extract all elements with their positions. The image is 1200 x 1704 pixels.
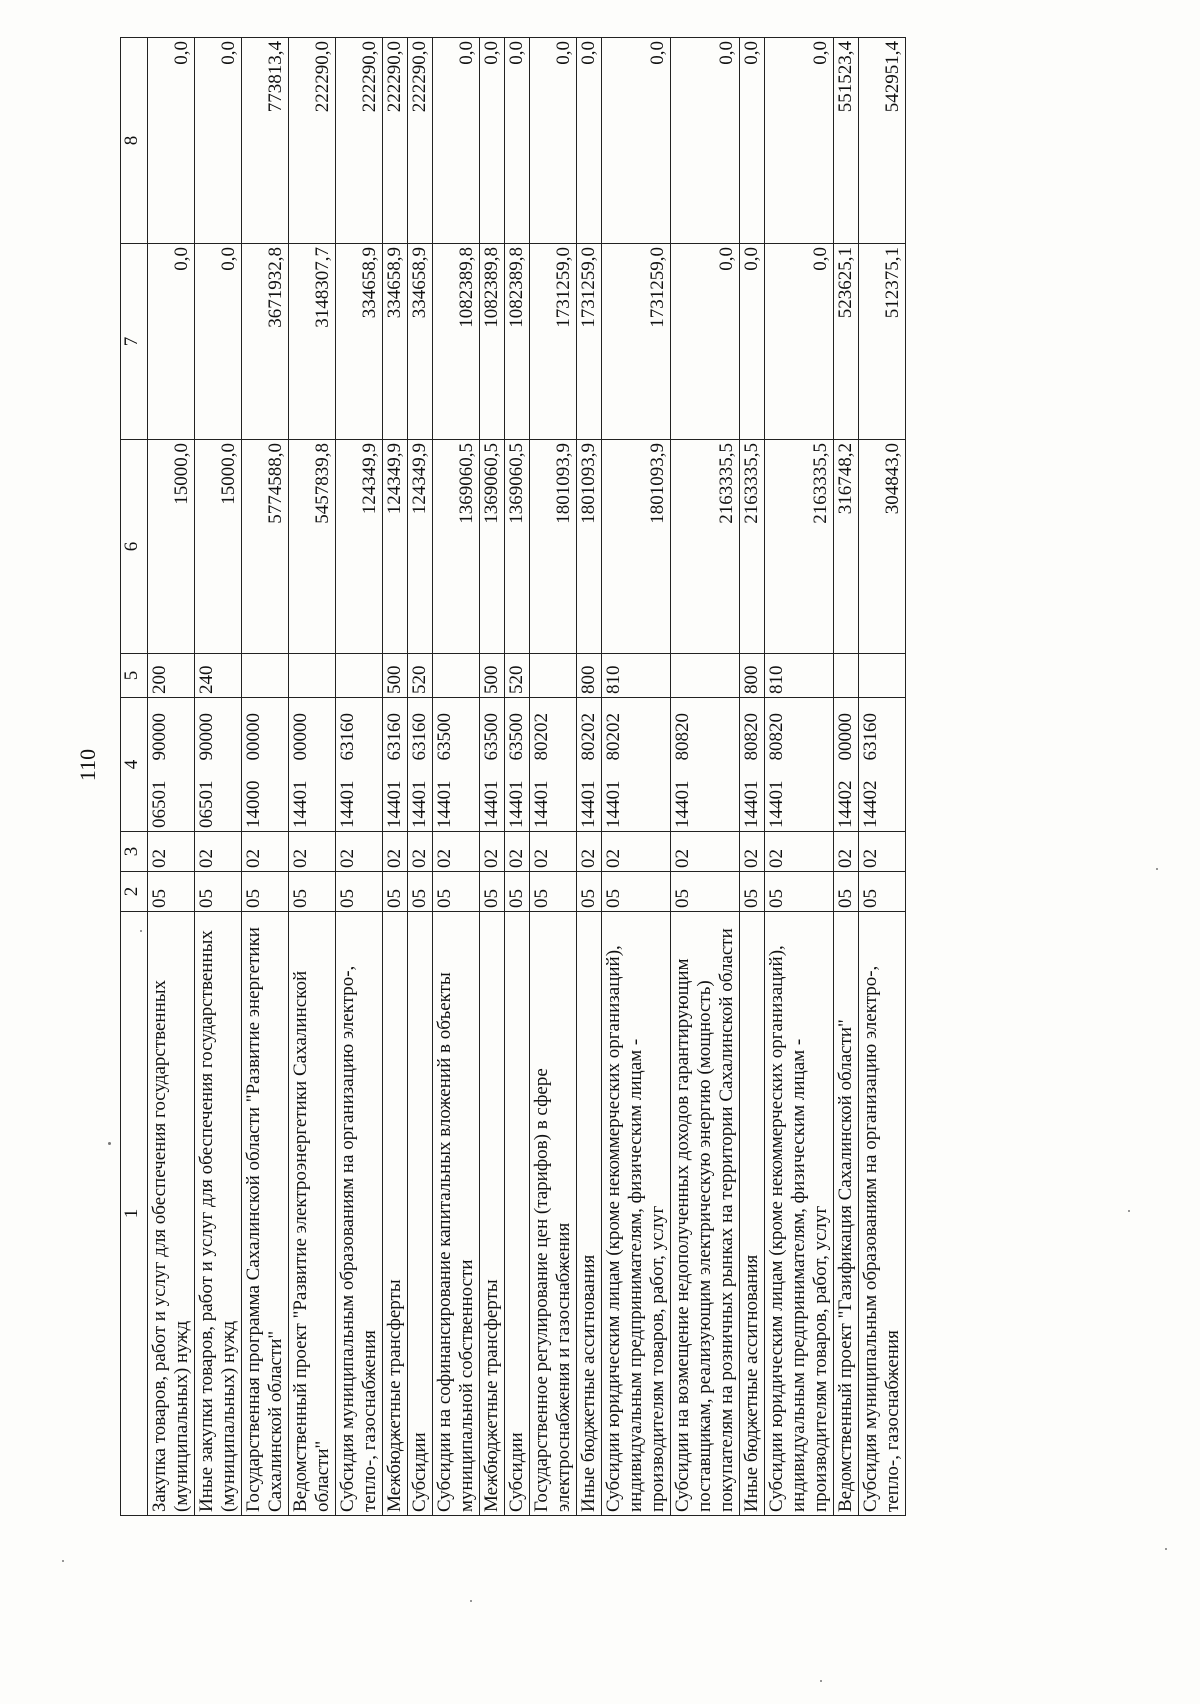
table-row: [530, 38, 577, 1516]
target-article-direction: 90000: [148, 698, 195, 764]
section-code: 05: [740, 872, 765, 912]
amount-col-6: 5457839,8: [289, 440, 336, 654]
target-article-direction: 63500: [433, 698, 480, 764]
table-row: [505, 38, 530, 1516]
amount-col-8: 0,0: [530, 38, 577, 244]
row-name: Иные закупки товаров, работ и услуг для обеспечения государственных (муниципальных) нужд: [195, 912, 242, 1516]
amount-col-7: 523625,1: [834, 244, 859, 440]
section-code: 05: [408, 872, 433, 912]
row-name: Ведомственный проект "Развитие электроэнергетики Сахалинской области": [289, 912, 336, 1516]
section-code: 05: [195, 872, 242, 912]
amount-col-7: 334658,9: [408, 244, 433, 440]
target-article-program: 06501: [148, 764, 195, 832]
expense-type-code: [671, 654, 740, 698]
amount-col-7: 1082389,8: [433, 244, 480, 440]
expense-type-code: [336, 654, 383, 698]
subsection-code: 02: [383, 832, 408, 872]
section-code: 05: [602, 872, 671, 912]
expense-type-code: 800: [740, 654, 765, 698]
target-article-direction: 80820: [740, 698, 765, 764]
subsection-code: 02: [242, 832, 289, 872]
header-row: [121, 38, 148, 1516]
amount-col-8: 222290,0: [289, 38, 336, 244]
expense-type-code: [433, 654, 480, 698]
target-article-program: 14402: [859, 764, 906, 832]
target-article-direction: 63160: [336, 698, 383, 764]
table-row: [740, 38, 765, 1516]
table-row: [480, 38, 505, 1516]
subsection-code: 02: [671, 832, 740, 872]
row-name: Иные бюджетные ассигнования: [577, 912, 602, 1516]
section-code: 05: [148, 872, 195, 912]
target-article-program: 14401: [602, 764, 671, 832]
target-article-direction: 80202: [602, 698, 671, 764]
amount-col-8: 0,0: [740, 38, 765, 244]
target-article-program: 14401: [480, 764, 505, 832]
subsection-code: 02: [195, 832, 242, 872]
expense-type-code: [242, 654, 289, 698]
amount-col-6: 316748,2: [834, 440, 859, 654]
subsection-code: 02: [740, 832, 765, 872]
amount-col-6: 304843,0: [859, 440, 906, 654]
budget-table: [120, 37, 906, 1516]
amount-col-7: 1731259,0: [530, 244, 577, 440]
amount-col-7: 334658,9: [336, 244, 383, 440]
table-row: [671, 38, 740, 1516]
rotated-budget-table-container: [120, 38, 1080, 1516]
section-code: 05: [765, 872, 834, 912]
expense-type-code: 520: [408, 654, 433, 698]
section-code: 05: [433, 872, 480, 912]
row-name: Субсидии: [408, 912, 433, 1516]
target-article-direction: 90000: [195, 698, 242, 764]
amount-col-6: 124349,9: [408, 440, 433, 654]
target-article-direction: 00000: [289, 698, 336, 764]
amount-col-6: 5774588,0: [242, 440, 289, 654]
amount-col-8: 0,0: [195, 38, 242, 244]
row-name: Субсидии юридическим лицам (кроме некоммерческих организаций), индивидуальным предпринимателям, физическим лицам - производителям товаров, работ, услуг: [765, 912, 834, 1516]
target-article-direction: 80820: [671, 698, 740, 764]
amount-col-8: 0,0: [505, 38, 530, 244]
row-name: Субсидия муниципальным образованиям на организацию электро-, тепло-, газоснабжения: [859, 912, 906, 1516]
amount-col-6: 124349,9: [383, 440, 408, 654]
row-name: Закупка товаров, работ и услуг для обеспечения государственных (муниципальных) нужд: [148, 912, 195, 1516]
target-article-program: 14401: [577, 764, 602, 832]
subsection-code: 02: [602, 832, 671, 872]
amount-col-6: 1801093,9: [577, 440, 602, 654]
amount-col-7: 3671932,8: [242, 244, 289, 440]
target-article-program: 06501: [195, 764, 242, 832]
amount-col-6: 1369060,5: [480, 440, 505, 654]
table-row: [408, 38, 433, 1516]
expense-type-code: 520: [505, 654, 530, 698]
section-code: 05: [530, 872, 577, 912]
table-row: [577, 38, 602, 1516]
row-name: Государственное регулирование цен (тарифов) в сфере электроснабжения и газоснабжения: [530, 912, 577, 1516]
row-name: Субсидии: [505, 912, 530, 1516]
expense-type-code: [530, 654, 577, 698]
subsection-code: 02: [148, 832, 195, 872]
amount-col-6: 2163335,5: [740, 440, 765, 654]
target-article-direction: 63160: [859, 698, 906, 764]
target-article-program: 14401: [408, 764, 433, 832]
row-name: Иные бюджетные ассигнования: [740, 912, 765, 1516]
target-article-program: 14401: [505, 764, 530, 832]
row-name: Межбюджетные трансферты: [480, 912, 505, 1516]
target-article-direction: 63500: [505, 698, 530, 764]
subsection-code: 02: [834, 832, 859, 872]
page-number: 110: [75, 748, 101, 782]
col-header-8: 8: [121, 38, 148, 244]
amount-col-7: 0,0: [740, 244, 765, 440]
expense-type-code: [834, 654, 859, 698]
target-article-direction: 63500: [480, 698, 505, 764]
expense-type-code: 240: [195, 654, 242, 698]
table-row: [336, 38, 383, 1516]
amount-col-8: 0,0: [433, 38, 480, 244]
section-code: 05: [242, 872, 289, 912]
subsection-code: 02: [289, 832, 336, 872]
col-header-7: 7: [121, 244, 148, 440]
section-code: 05: [671, 872, 740, 912]
section-code: 05: [859, 872, 906, 912]
expense-type-code: 500: [383, 654, 408, 698]
expense-type-code: [289, 654, 336, 698]
amount-col-7: 1731259,0: [602, 244, 671, 440]
target-article-direction: 00000: [834, 698, 859, 764]
col-header-4: 4: [121, 698, 148, 832]
amount-col-8: 551523,4: [834, 38, 859, 244]
amount-col-8: 0,0: [148, 38, 195, 244]
subsection-code: 02: [480, 832, 505, 872]
target-article-direction: 00000: [242, 698, 289, 764]
section-code: 05: [289, 872, 336, 912]
section-code: 05: [336, 872, 383, 912]
amount-col-7: 0,0: [195, 244, 242, 440]
amount-col-7: 3148307,7: [289, 244, 336, 440]
amount-col-7: 0,0: [148, 244, 195, 440]
amount-col-6: 1369060,5: [433, 440, 480, 654]
table-row: [602, 38, 671, 1516]
row-name: Субсидии на возмещение недополученных доходов гарантирующим поставщикам, реализующим электрическую энергию (мощность) покупателям на розничных рынках на территории Сахалинской области: [671, 912, 740, 1516]
target-article-program: 14401: [289, 764, 336, 832]
table-row: [242, 38, 289, 1516]
col-header-1: 1: [121, 912, 148, 1516]
section-code: 05: [505, 872, 530, 912]
amount-col-6: 1369060,5: [505, 440, 530, 654]
amount-col-6: 15000,0: [148, 440, 195, 654]
target-article-program: 14401: [530, 764, 577, 832]
target-article-direction: 80202: [577, 698, 602, 764]
subsection-code: 02: [408, 832, 433, 872]
amount-col-6: 1801093,9: [530, 440, 577, 654]
amount-col-6: 15000,0: [195, 440, 242, 654]
subsection-code: 02: [505, 832, 530, 872]
target-article-program: 14401: [433, 764, 480, 832]
amount-col-7: 0,0: [765, 244, 834, 440]
amount-col-8: 773813,4: [242, 38, 289, 244]
amount-col-8: 0,0: [577, 38, 602, 244]
col-header-3: 3: [121, 832, 148, 872]
table-row: [433, 38, 480, 1516]
table-row: [834, 38, 859, 1516]
expense-type-code: [859, 654, 906, 698]
amount-col-6: 1801093,9: [602, 440, 671, 654]
table-row: [289, 38, 336, 1516]
col-header-2: 2: [121, 872, 148, 912]
target-article-program: 14401: [336, 764, 383, 832]
subsection-code: 02: [336, 832, 383, 872]
col-header-6: 6: [121, 440, 148, 654]
target-article-program: 14401: [383, 764, 408, 832]
row-name: Субсидии на софинансирование капитальных вложений в объекты муниципальной собственности: [433, 912, 480, 1516]
amount-col-8: 0,0: [671, 38, 740, 244]
target-article-direction: 80202: [530, 698, 577, 764]
section-code: 05: [834, 872, 859, 912]
expense-type-code: 810: [602, 654, 671, 698]
amount-col-8: 0,0: [602, 38, 671, 244]
target-article-direction: 80820: [765, 698, 834, 764]
amount-col-7: 512375,1: [859, 244, 906, 440]
subsection-code: 02: [577, 832, 602, 872]
table-row: [765, 38, 834, 1516]
subsection-code: 02: [765, 832, 834, 872]
expense-type-code: 800: [577, 654, 602, 698]
section-code: 05: [480, 872, 505, 912]
row-name: Межбюджетные трансферты: [383, 912, 408, 1516]
target-article-program: 14401: [765, 764, 834, 832]
row-name: Субсидии юридическим лицам (кроме некоммерческих организаций), индивидуальным предпринимателям, физическим лицам - производителям товаров, работ, услуг: [602, 912, 671, 1516]
target-article-program: 14401: [671, 764, 740, 832]
amount-col-8: 222290,0: [336, 38, 383, 244]
expense-type-code: 200: [148, 654, 195, 698]
amount-col-6: 2163335,5: [765, 440, 834, 654]
row-name: Ведомственный проект "Газификация Сахалинской области": [834, 912, 859, 1516]
amount-col-7: 1082389,8: [505, 244, 530, 440]
amount-col-8: 542951,4: [859, 38, 906, 244]
table-row: [383, 38, 408, 1516]
expense-type-code: 810: [765, 654, 834, 698]
amount-col-6: 124349,9: [336, 440, 383, 654]
target-article-direction: 63160: [383, 698, 408, 764]
target-article-program: 14000: [242, 764, 289, 832]
amount-col-8: 222290,0: [383, 38, 408, 244]
amount-col-8: 222290,0: [408, 38, 433, 244]
section-code: 05: [577, 872, 602, 912]
col-header-5: 5: [121, 654, 148, 698]
target-article-program: 14401: [740, 764, 765, 832]
section-code: 05: [383, 872, 408, 912]
expense-type-code: 500: [480, 654, 505, 698]
table-row: [148, 38, 195, 1516]
table-row: [195, 38, 242, 1516]
target-article-program: 14402: [834, 764, 859, 832]
subsection-code: 02: [433, 832, 480, 872]
target-article-direction: 63160: [408, 698, 433, 764]
amount-col-7: 1082389,8: [480, 244, 505, 440]
amount-col-7: 0,0: [671, 244, 740, 440]
amount-col-6: 2163335,5: [671, 440, 740, 654]
table-row: [859, 38, 906, 1516]
amount-col-7: 1731259,0: [577, 244, 602, 440]
subsection-code: 02: [530, 832, 577, 872]
amount-col-8: 0,0: [480, 38, 505, 244]
amount-col-8: 0,0: [765, 38, 834, 244]
amount-col-7: 334658,9: [383, 244, 408, 440]
row-name: Субсидия муниципальным образованиям на организацию электро-, тепло-, газоснабжения: [336, 912, 383, 1516]
subsection-code: 02: [859, 832, 906, 872]
row-name: Государственная программа Сахалинской области "Развитие энергетики Сахалинской области": [242, 912, 289, 1516]
